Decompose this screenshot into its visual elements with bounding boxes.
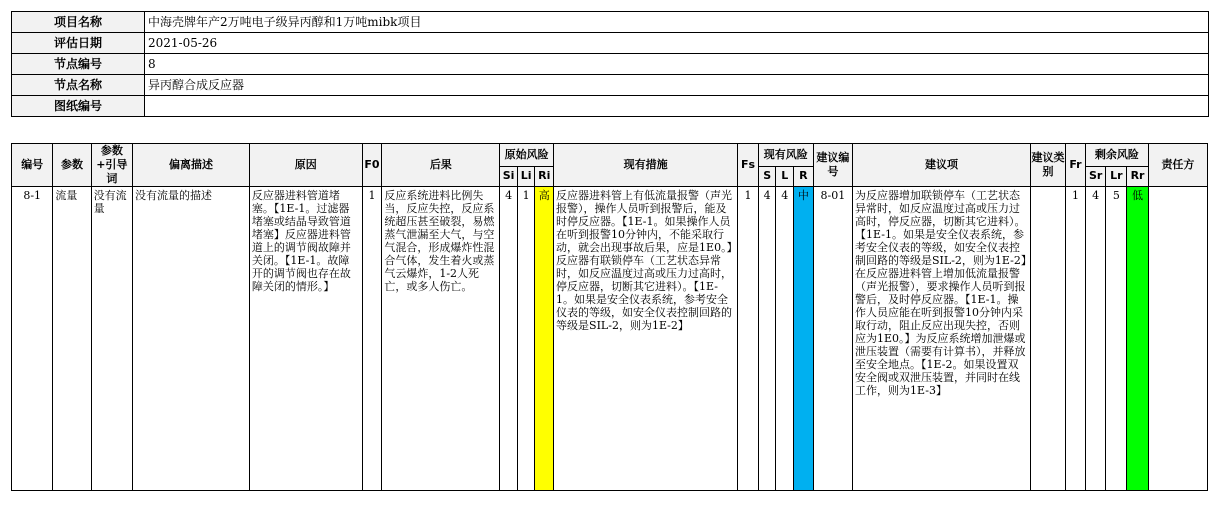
row-existing-measures: 反应器进料管上有低流量报警（声光报警），操作人员听到报警后，能及时停反应器。【1E-1。如果操作人员在听到报警10分钟内，不能采取行动，就会出现事故后果，应是1E0。】反应器有联锁停车（工艺状态异常时，如反应温度过高或压力过高时，停反应器，切断其它进料）。【1E-1。如果是安全仪表系统，参考安全仪表的等级，如安全仪表控制回路的等级是SIL-2，则为1E-2】 [554,187,738,491]
col-header-s: S [758,166,776,186]
assessment-date-label: 评估日期 [12,33,145,54]
row-guideword: 没有流量 [91,187,132,491]
col-header-original-risk: 原始风险 [500,144,554,167]
row-ri-risk-high: 高 [535,187,554,491]
col-header-recommendation: 建议项 [853,144,1031,187]
node-name-value: 异丙醇合成反应器 [145,75,1209,96]
row-sr: 4 [1085,187,1106,491]
node-number-value: 8 [145,54,1209,75]
node-name-label: 节点名称 [12,75,145,96]
col-header-f0: F0 [362,144,382,187]
row-recommendation-type [1030,187,1065,491]
col-header-deviation: 偏离描述 [133,144,250,187]
row-s: 4 [758,187,776,491]
col-header-guideword: 参数+引导词 [91,144,132,187]
col-header-id: 编号 [12,144,53,187]
project-name-value: 中海壳牌年产2万吨电子级异丙醇和1万吨mibk项目 [145,12,1209,33]
row-fs: 1 [738,187,759,491]
col-header-consequence: 后果 [382,144,500,187]
row-li: 1 [517,187,535,491]
col-header-r: R [794,166,814,186]
col-header-parameter: 参数 [53,144,91,187]
col-header-fr: Fr [1066,144,1086,187]
row-lr: 5 [1106,187,1127,491]
col-header-rr: Rr [1127,166,1149,186]
col-header-residual-risk: 剩余风险 [1085,144,1148,167]
col-header-si: Si [500,166,518,186]
col-header-existing-measures: 现有措施 [554,144,738,187]
row-owner [1148,187,1207,491]
col-header-ri: Ri [535,166,554,186]
drawing-number-label: 图纸编号 [12,96,145,117]
col-header-lr: Lr [1106,166,1127,186]
node-number-label: 节点编号 [12,54,145,75]
assessment-date-value: 2021-05-26 [145,33,1209,54]
col-header-sr: Sr [1085,166,1106,186]
row-consequence: 反应系统进料比例失当，反应失控，反应系统超压甚至破裂，易燃蒸气泄漏至大气，与空气混合，形成爆炸性混合气体，发生着火或蒸气云爆炸，1-2人死亡，或多人伤亡。 [382,187,500,491]
table-row [12,187,1208,491]
drawing-number-value [145,96,1209,117]
row-rr-risk-low: 低 [1127,187,1149,491]
row-parameter: 流量 [53,187,91,491]
hazop-worksheet-table [11,143,1208,491]
row-fr: 1 [1066,187,1086,491]
row-l: 4 [776,187,794,491]
col-header-fs: Fs [738,144,759,187]
project-info-table [11,11,1209,117]
row-deviation: 没有流量的描述 [133,187,250,491]
row-si: 4 [500,187,518,491]
project-name-label: 项目名称 [12,12,145,33]
col-header-recommendation-no: 建议编号 [813,144,852,187]
row-recommendation: 为反应器增加联锁停车（工艺状态异常时，如反应温度过高或压力过高时，停反应器，切断其它进料）。【1E-1。如果是安全仪表系统，参考安全仪表的等级，如安全仪表控制回路的等级是SIL-2，则为1E-2】在反应器进料管上增加低流量报警（声光报警），要求操作人员听到报警后，及时停反应器。【1E-1。操作人员应能在听到报警10分钟内采取行动，阻止反应出现失控，否则应为1E0。】为反应系统增加泄爆或泄压装置（需要有计算书），并释放至安全地点。【1E-2。如果设置双安全阀或双泄压装置，并同时在线工作，则为1E-3】 [853,187,1031,491]
row-recommendation-no: 8-01 [813,187,852,491]
row-f0: 1 [362,187,382,491]
col-header-li: Li [517,166,535,186]
col-header-cause: 原因 [249,144,362,187]
col-header-owner: 责任方 [1148,144,1207,187]
row-id: 8-1 [12,187,53,491]
col-header-current-risk: 现有风险 [758,144,813,167]
col-header-l: L [776,166,794,186]
row-cause: 反应器进料管道堵塞。【1E-1。过滤器堵塞或结晶导致管道堵塞】反应器进料管道上的调节阀故障并关闭。【1E-1。故障开的调节阀也存在故障关闭的情形。】 [249,187,362,491]
row-r-risk-medium: 中 [794,187,814,491]
col-header-recommendation-type: 建议类别 [1030,144,1065,187]
